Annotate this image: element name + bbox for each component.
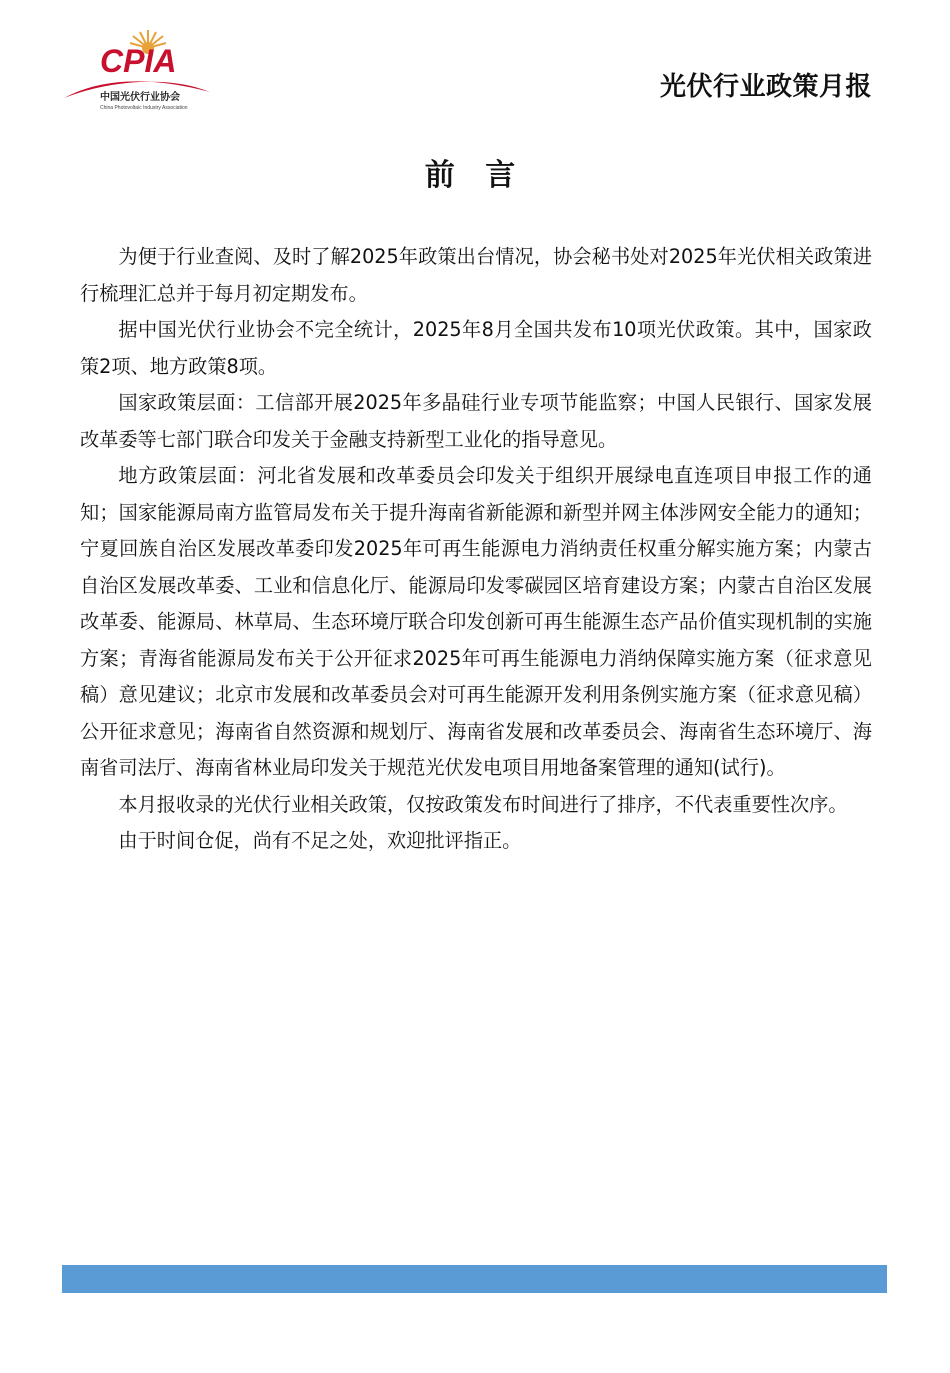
footer-bar (62, 1265, 887, 1293)
paragraph-local-policy: 地方政策层面：河北省发展和改革委员会印发关于组织开展绿电直连项目申报工作的通知；国家能源局南方监管局发布关于提升海南省新能源和新型并网主体涉网安全能力的通知；宁夏回族自治区发展改革委印发2025年可再生能源电力消纳责任权重分解实施方案；内蒙古自治区发展改革委、工业和信息化厅、能源局印发零碳园区培育建设方案；内蒙古自治区发展改革委、能源局、林草局、生态环境厅联合印发创新可再生能源生态产品价值实现机制的实施方案；青海省能源局发布关于公开征求2025年可再生能源电力消纳保障实施方案（征求意见稿）意见建议；北京市发展和改革委员会对可再生能源开发利用条例实施方案（征求意见稿）公开征求意见；海南省自然资源和规划厅、海南省发展和改革委员会、海南省生态环境厅、海南省司法厅、海南省林业局印发关于规范光伏发电项目用地备案管理的通知(试行)。 (80, 464, 872, 779)
paragraph-ordering-note: 本月报收录的光伏行业相关政策，仅按政策发布时间进行了排序，不代表重要性次序。 (118, 792, 848, 816)
paragraph-intro: 为便于行业查阅、及时了解2025年政策出台情况，协会秘书处对2025年光伏相关政策进行梳理汇总并于每月初定期发布。 (80, 245, 872, 305)
paragraph-statistics: 据中国光伏行业协会不完全统计，2025年8月全国共发布10项光伏政策。其中，国家政策2项、地方政策8项。 (80, 318, 872, 378)
logo-letters: CPIA (100, 43, 177, 79)
logo-chinese-name: 中国光伏行业协会 (100, 92, 180, 103)
paragraph-national-policy: 国家政策层面：工信部开展2025年多晶硅行业专项节能监察；中国人民银行、国家发展改革委等七部门联合印发关于金融支持新型工业化的指导意见。 (80, 391, 872, 451)
logo-english-name: China Photovoltaic Industry Association (100, 105, 188, 111)
paragraph-closing: 由于时间仓促，尚有不足之处，欢迎批评指正。 (118, 829, 522, 852)
page-title: 前 言 (424, 158, 526, 193)
cpia-logo (60, 26, 225, 116)
preface-body (80, 239, 872, 860)
cpia-logo-graphic (60, 26, 225, 116)
report-title: 光伏行业政策月报 (659, 72, 872, 102)
